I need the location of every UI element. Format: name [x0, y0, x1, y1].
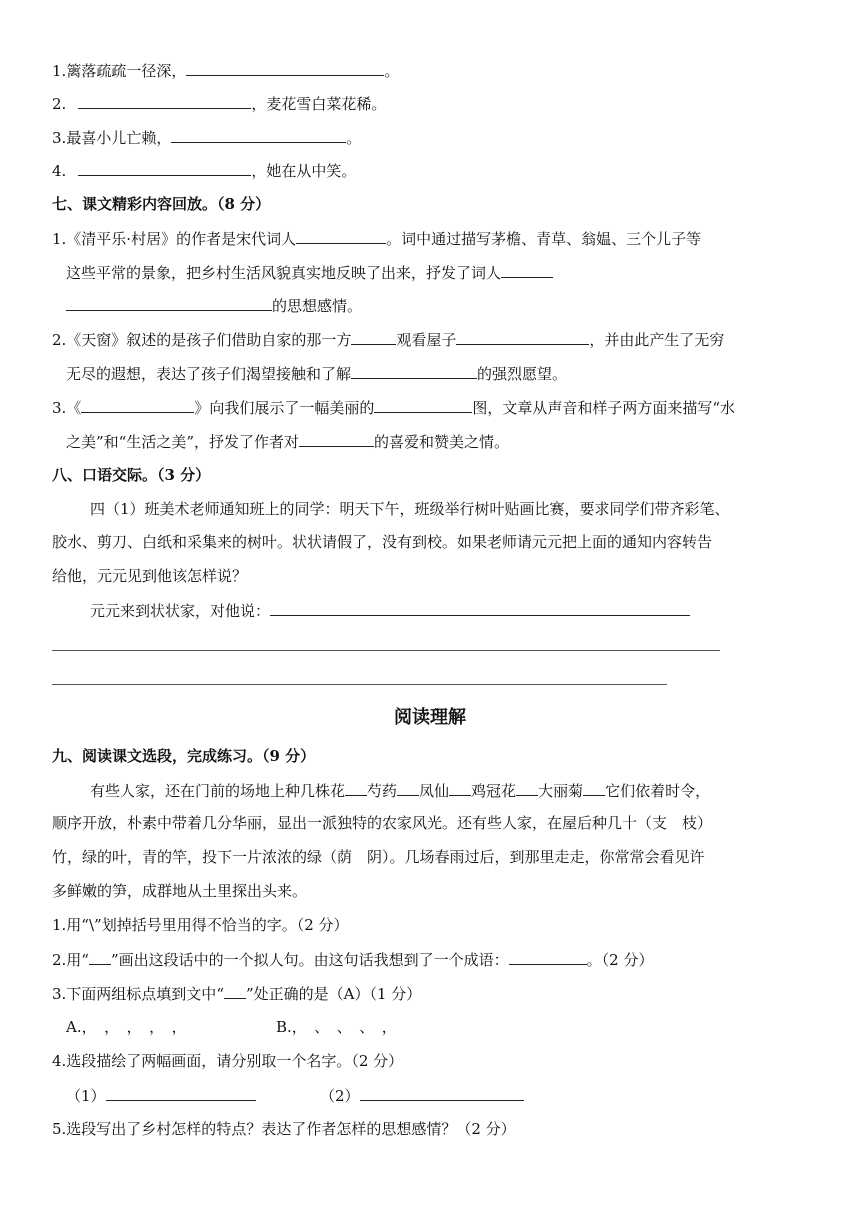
s8-para-line-1: 四（1）班美术老师通知班上的同学：明天下午，班级举行树叶贴画比赛，要求同学们带齐彩笔、: [90, 500, 730, 518]
s7-q3-line-2: [66, 431, 509, 452]
sub-number: （2）: [320, 1087, 360, 1105]
answer-blank[interactable]: [66, 295, 272, 311]
answer-blank[interactable]: [509, 949, 587, 965]
answer-blank[interactable]: [299, 431, 374, 447]
reading-section-title: 阅读理解: [394, 707, 466, 728]
question-text: 3.下面两组标点填到文中“: [52, 985, 224, 1003]
s9-question-5: 5.选段写出了乡村怎样的特点？表达了作者怎样的思想感情？（2 分）: [52, 1120, 516, 1138]
passage-line-1: [90, 780, 710, 801]
s7-q2-line-1: [52, 329, 724, 350]
s9-question-2: [52, 949, 653, 970]
question-text: 2.用“: [52, 951, 89, 969]
question-text: 的喜爱和赞美之情。: [374, 433, 510, 451]
answer-blank[interactable]: [501, 262, 553, 278]
punctuation-blank[interactable]: [397, 780, 419, 796]
poem-line-4: [52, 160, 356, 181]
question-text: ，并由此产生了无穷: [589, 331, 725, 349]
punctuation-blank[interactable]: [583, 780, 605, 796]
question-text: 的强烈愿望。: [477, 365, 568, 383]
poem-text: ，她在从中笑。: [251, 162, 357, 180]
passage-line-3: 竹，绿的叶，青的竿，投下一片浓浓的绿（荫 阴）。几场春雨过后，到那里走走，你常常会看见许: [52, 848, 705, 866]
passage-text: 凤仙: [419, 782, 450, 800]
answer-blank[interactable]: [81, 397, 194, 413]
punctuation-blank[interactable]: [345, 780, 367, 796]
s9-question-3: [52, 983, 421, 1004]
question-text: 的思想感情。: [272, 297, 363, 315]
question-text: 这些平常的景象，把乡村生活风貌真实地反映了出来，抒发了词人: [66, 264, 502, 282]
s9-q4-answer-2: [320, 1085, 524, 1106]
section-8-heading: 八、口语交际。（3 分）: [52, 466, 211, 484]
poem-line-2: [52, 93, 386, 114]
question-text: 观看屋子: [396, 331, 457, 349]
passage-text: 它们依着时令，: [605, 782, 711, 800]
question-text: 。（2 分）: [586, 951, 654, 969]
poem-line-1: [52, 60, 399, 81]
s8-prompt-line: [90, 600, 690, 621]
passage-text: 芍药: [367, 782, 398, 800]
question-number: 4.: [52, 162, 67, 180]
s8-para-line-3: 给他，元元见到他该怎样说？: [52, 567, 248, 585]
question-text: 》向我们展示了一幅美丽的: [194, 399, 375, 417]
question-text: 3.《: [52, 399, 82, 417]
passage-line-4: 多鲜嫩的笋，成群地从土里探出头来。: [52, 882, 308, 900]
passage-text: 有些人家，还在门前的场地上种几株花: [90, 782, 346, 800]
answer-blank[interactable]: [171, 127, 346, 143]
poem-text: 。: [384, 62, 400, 80]
question-text: ”处正确的是（A）（1 分）: [245, 985, 422, 1003]
poem-text: 。: [346, 129, 362, 147]
s9-question-1: 1.用“\”划掉括号里用得不恰当的字。（2 分）: [52, 916, 349, 934]
answer-blank[interactable]: [106, 1085, 256, 1101]
question-number: 1.: [52, 62, 67, 80]
answer-blank[interactable]: [78, 93, 251, 109]
prompt-text: 元元来到状状家，对他说：: [90, 602, 271, 620]
s7-q2-line-2: [66, 363, 567, 384]
punctuation-blank[interactable]: [516, 780, 538, 796]
poem-text: ，麦花雪白菜花稀。: [251, 95, 387, 113]
sample-underline: [224, 983, 246, 999]
question-number: 3.: [52, 129, 67, 147]
question-text: 1.《清平乐·村居》的作者是宋代词人: [52, 230, 297, 248]
question-text: 图，文章从声音和样子两方面来描写“水: [472, 399, 735, 417]
question-text: 2.《天窗》叙述的是孩子们借助自家的那一方: [52, 331, 352, 349]
poem-line-3: [52, 127, 361, 148]
answer-blank[interactable]: [270, 600, 690, 616]
sample-underline: [89, 949, 111, 965]
answer-line[interactable]: [52, 684, 667, 685]
question-text: 。词中通过描写茅檐、青草、翁媪、三个儿子等: [386, 230, 702, 248]
passage-text: 大丽菊: [538, 782, 584, 800]
sub-number: （1）: [66, 1087, 106, 1105]
s8-para-line-2: 胶水、剪刀、白纸和采集来的树叶。状状请假了，没有到校。如果老师请元元把上面的通知内容转告: [52, 533, 713, 551]
answer-blank[interactable]: [296, 228, 386, 244]
s7-q3-line-1: [52, 397, 735, 418]
s9-question-4: 4.选段描绘了两幅画面，请分别取一个名字。（2 分）: [52, 1052, 404, 1070]
punctuation-blank[interactable]: [449, 780, 471, 796]
answer-blank[interactable]: [186, 60, 384, 76]
option-a[interactable]: A.， ， ， ， ，: [66, 1018, 187, 1036]
passage-line-2: 顺序开放，朴素中带着几分华丽，显出一派独特的农家风光。还有些人家，在屋后种几十（支 枝）: [52, 814, 713, 832]
s7-q1-line-3: [66, 295, 362, 316]
question-text: 无尽的遐想，表达了孩子们渴望接触和了解: [66, 365, 352, 383]
answer-blank[interactable]: [351, 363, 477, 379]
question-text: ”画出这段话中的一个拟人句。由这句话我想到了一个成语：: [110, 951, 509, 969]
section-7-heading: 七、课文精彩内容回放。（8 分）: [52, 195, 271, 213]
question-text: 之美”和“生活之美”，抒发了作者对: [66, 433, 300, 451]
poem-text: 篱落疏疏一径深，: [66, 62, 187, 80]
answer-blank[interactable]: [351, 329, 396, 345]
question-number: 2.: [52, 95, 67, 113]
answer-blank[interactable]: [374, 397, 472, 413]
section-9-heading: 九、阅读课文选段，完成练习。（9 分）: [52, 747, 316, 765]
s7-q1-line-1: [52, 228, 701, 249]
passage-text: 鸡冠花: [471, 782, 517, 800]
answer-blank[interactable]: [78, 160, 251, 176]
answer-line[interactable]: [52, 650, 720, 651]
answer-blank[interactable]: [360, 1085, 524, 1101]
answer-blank[interactable]: [456, 329, 589, 345]
s9-q4-answer-1: [66, 1085, 256, 1106]
option-b[interactable]: B.， 、 、 、 ，: [276, 1018, 397, 1036]
s7-q1-line-2: [66, 262, 553, 283]
poem-text: 最喜小儿亡赖，: [66, 129, 172, 147]
